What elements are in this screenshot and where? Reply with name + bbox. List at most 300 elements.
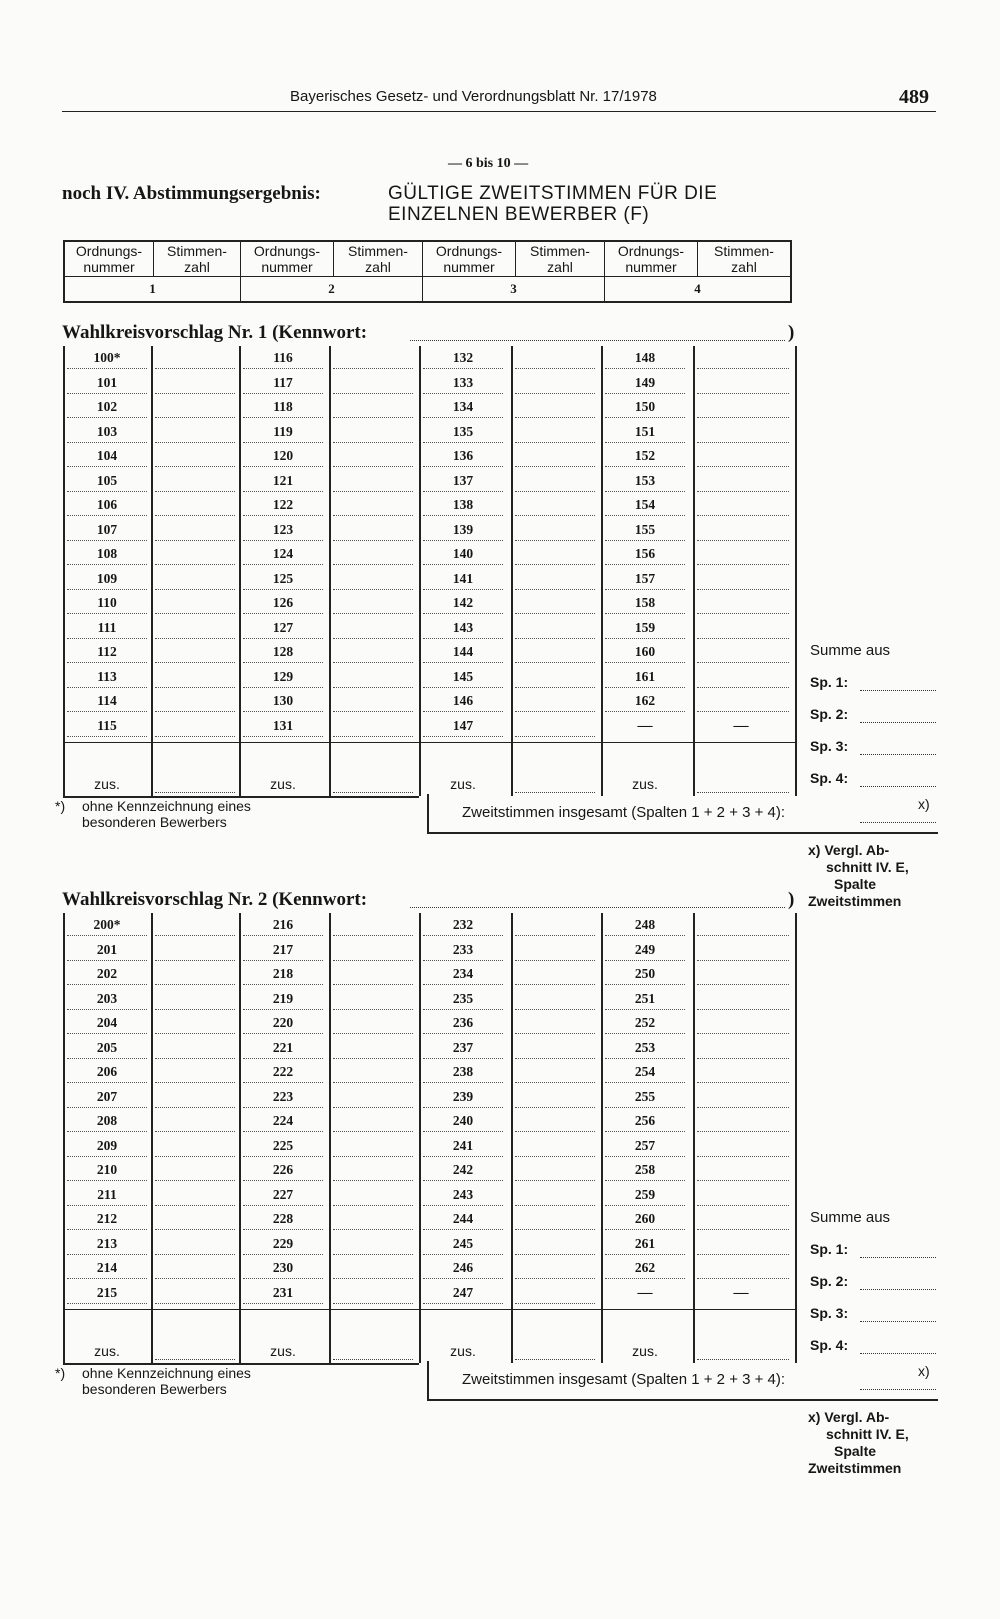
ordnungsnummer-cell: 145 — [423, 667, 503, 688]
stimmenzahl-field[interactable] — [155, 667, 235, 688]
stimmenzahl-field[interactable] — [333, 495, 413, 516]
stimmenzahl-field[interactable] — [515, 915, 595, 936]
stimmenzahl-field[interactable] — [515, 940, 595, 961]
zus-separator — [63, 1309, 797, 1310]
total-label: Zweitstimmen insgesamt (Spalten 1 + 2 + 3 + 4): — [462, 1371, 786, 1388]
stimmenzahl-field[interactable] — [515, 1111, 595, 1132]
ordnungsnummer-cell: 121 — [243, 471, 323, 492]
vote-row — [63, 940, 797, 965]
stimmenzahl-field[interactable] — [515, 593, 595, 614]
stimmenzahl-field[interactable] — [333, 691, 413, 712]
stimmenzahl-field[interactable] — [697, 593, 789, 614]
ordnungsnummer-cell: 257 — [605, 1136, 685, 1157]
stimmenzahl-field[interactable] — [333, 964, 413, 985]
vote-row — [63, 915, 797, 940]
stimmenzahl-field[interactable] — [155, 495, 235, 516]
ordnungsnummer-cell: 239 — [423, 1087, 503, 1108]
stimmenzahl-field[interactable] — [697, 1160, 789, 1181]
stimmenzahl-field[interactable] — [697, 1185, 789, 1206]
stimmenzahl-field[interactable] — [515, 520, 595, 541]
ordnungsnummer-cell: 246 — [423, 1258, 503, 1279]
stimmenzahl-field[interactable] — [155, 397, 235, 418]
ordnungsnummer-cell: 240 — [423, 1111, 503, 1132]
stimmenzahl-field[interactable] — [333, 642, 413, 663]
stimmenzahl-field[interactable] — [155, 471, 235, 492]
vote-row — [63, 569, 797, 594]
stimmenzahl-field[interactable] — [333, 471, 413, 492]
ordnungsnummer-cell: 106 — [67, 495, 147, 516]
stimmenzahl-field[interactable] — [333, 1160, 413, 1181]
reference-note: x) Vergl. Ab- schnitt IV. E, Spalte Zweitstimmen — [808, 842, 909, 909]
stimmenzahl-field[interactable] — [155, 1087, 235, 1108]
stimmenzahl-field[interactable] — [515, 989, 595, 1010]
stimmenzahl-field[interactable] — [333, 940, 413, 961]
stimmenzahl-field[interactable] — [155, 1136, 235, 1157]
column-number-2: 2 — [241, 277, 423, 303]
ordnungsnummer-cell: 230 — [243, 1258, 323, 1279]
ordnungsnummer-header-4: Ordnungs- nummer — [605, 241, 698, 277]
stimmenzahl-field[interactable] — [155, 691, 235, 712]
ordnungsnummer-cell: 126 — [243, 593, 323, 614]
stimmenzahl-field[interactable] — [155, 569, 235, 590]
ordnungsnummer-cell: 210 — [67, 1160, 147, 1181]
sp2-field[interactable] — [860, 1277, 936, 1290]
footnote-text: ohne Kennzeichnung eines besonderen Bewerbers — [82, 1365, 251, 1397]
stimmenzahl-field[interactable] — [697, 397, 789, 418]
stimmenzahl-field[interactable] — [515, 1283, 595, 1304]
stimmenzahl-field[interactable] — [697, 1013, 789, 1034]
stimmenzahl-field[interactable] — [697, 422, 789, 443]
stimmenzahl-field[interactable] — [697, 940, 789, 961]
stimmenzahl-field[interactable] — [155, 1234, 235, 1255]
sp4-field[interactable] — [860, 774, 936, 787]
stimmenzahl-field[interactable] — [697, 989, 789, 1010]
ordnungsnummer-cell: 117 — [243, 373, 323, 394]
column-label-row — [64, 241, 791, 277]
zus-label: zus. — [450, 776, 476, 792]
stimmenzahl-field[interactable] — [333, 1234, 413, 1255]
total-footnote-mark: x) — [918, 796, 930, 812]
stimmenzahl-field[interactable] — [155, 1013, 235, 1034]
vote-row — [63, 471, 797, 496]
ordnungsnummer-cell: 128 — [243, 642, 323, 663]
ordnungsnummer-cell: 119 — [243, 422, 323, 443]
stimmenzahl-field[interactable] — [333, 397, 413, 418]
ordnungsnummer-cell: 108 — [67, 544, 147, 565]
stimmenzahl-field[interactable] — [155, 1062, 235, 1083]
stimmenzahl-field[interactable] — [515, 1185, 595, 1206]
ordnungsnummer-cell: 236 — [423, 1013, 503, 1034]
ordnungsnummer-cell: 205 — [67, 1038, 147, 1059]
ordnungsnummer-cell: 204 — [67, 1013, 147, 1034]
ordnungsnummer-cell: 158 — [605, 593, 685, 614]
vote-row — [63, 642, 797, 667]
vote-row — [63, 964, 797, 989]
sp4-field[interactable] — [860, 1341, 936, 1354]
stimmenzahl-field[interactable] — [155, 716, 235, 737]
stimmenzahl-field[interactable] — [697, 1062, 789, 1083]
stimmenzahl-field[interactable] — [333, 989, 413, 1010]
zus-label: zus. — [270, 776, 296, 792]
ordnungsnummer-cell: 248 — [605, 915, 685, 936]
running-header: Bayerisches Gesetz- und Verordnungsblatt Nr. 17/1978 — [290, 88, 657, 105]
zus-field[interactable] — [515, 778, 595, 793]
footnote-star: *) — [55, 798, 66, 814]
ordnungsnummer-cell: 133 — [423, 373, 503, 394]
stimmenzahl-field[interactable] — [515, 1258, 595, 1279]
summe-label: Summe aus — [810, 1209, 891, 1226]
zus-label: zus. — [450, 1343, 476, 1359]
stimmenzahl-field[interactable] — [333, 373, 413, 394]
stimmenzahl-field[interactable] — [333, 544, 413, 565]
ordnungsnummer-header-3: Ordnungs- nummer — [423, 241, 516, 277]
ordnungsnummer-cell: 247 — [423, 1283, 503, 1304]
vote-row — [63, 1209, 797, 1234]
sp3-field[interactable] — [860, 742, 936, 755]
stimmenzahl-field[interactable] — [515, 1087, 595, 1108]
stimmenzahl-field[interactable] — [333, 1062, 413, 1083]
stimmenzahl-field[interactable] — [333, 1013, 413, 1034]
ordnungsnummer-cell: 222 — [243, 1062, 323, 1083]
stimmenzahl-field[interactable] — [697, 446, 789, 467]
stimmenzahl-field[interactable] — [333, 618, 413, 639]
stimmenzahl-field[interactable] — [697, 667, 789, 688]
ordnungsnummer-cell: 252 — [605, 1013, 685, 1034]
stimmenzahl-field[interactable] — [155, 1111, 235, 1132]
stimmenzahl-field[interactable] — [515, 1062, 595, 1083]
stimmenzahl-field[interactable] — [515, 642, 595, 663]
ordnungsnummer-cell: 129 — [243, 667, 323, 688]
stimmenzahl-field[interactable] — [515, 667, 595, 688]
vote-row — [63, 691, 797, 716]
stimmenzahl-field[interactable] — [155, 940, 235, 961]
stimmenzahl-field[interactable] — [333, 1283, 413, 1304]
stimmenzahl-field[interactable] — [697, 1111, 789, 1132]
ordnungsnummer-cell: 134 — [423, 397, 503, 418]
stimmenzahl-field[interactable] — [515, 471, 595, 492]
ordnungsnummer-cell: 212 — [67, 1209, 147, 1230]
sp1-field[interactable] — [860, 678, 936, 691]
ordnungsnummer-cell: 139 — [423, 520, 503, 541]
ordnungsnummer-cell: 143 — [423, 618, 503, 639]
kennwort-field[interactable] — [410, 893, 785, 908]
ordnungsnummer-cell: 104 — [67, 446, 147, 467]
footnote-star: *) — [55, 1365, 66, 1381]
ordnungsnummer-cell: 141 — [423, 569, 503, 590]
proposal-title-close: ) — [788, 889, 795, 910]
ordnungsnummer-cell: 233 — [423, 940, 503, 961]
vote-row — [63, 348, 797, 373]
stimmenzahl-field[interactable] — [155, 915, 235, 936]
ordnungsnummer-cell: 148 — [605, 348, 685, 369]
ordnungsnummer-cell: 209 — [67, 1136, 147, 1157]
zus-field[interactable] — [697, 1345, 789, 1360]
sp2-label: Sp. 2: — [810, 1273, 849, 1289]
column-number-1: 1 — [64, 277, 241, 303]
proposal-title-close: ) — [788, 322, 795, 343]
stimmenzahl-field[interactable] — [333, 348, 413, 369]
ordnungsnummer-cell: 140 — [423, 544, 503, 565]
sp3-field[interactable] — [860, 1309, 936, 1322]
zus-label: zus. — [632, 1343, 658, 1359]
ordnungsnummer-cell: 113 — [67, 667, 147, 688]
ordnungsnummer-cell: 147 — [423, 716, 503, 737]
stimmenzahl-field[interactable] — [333, 520, 413, 541]
vote-row — [63, 1062, 797, 1087]
ordnungsnummer-cell: 105 — [67, 471, 147, 492]
vote-row — [63, 667, 797, 692]
ordnungsnummer-cell: 225 — [243, 1136, 323, 1157]
stimmenzahl-field[interactable] — [697, 569, 789, 590]
ordnungsnummer-cell: 231 — [243, 1283, 323, 1304]
stimmenzahl-field[interactable] — [697, 1136, 789, 1157]
stimmenzahl-field[interactable] — [155, 964, 235, 985]
ordnungsnummer-cell: 203 — [67, 989, 147, 1010]
ordnungsnummer-cell: 206 — [67, 1062, 147, 1083]
stimmenzahl-field[interactable] — [697, 1234, 789, 1255]
stimmenzahl-field[interactable] — [155, 520, 235, 541]
stimmenzahl-field[interactable] — [333, 569, 413, 590]
ordnungsnummer-cell: 234 — [423, 964, 503, 985]
stimmenzahl-field[interactable] — [333, 1209, 413, 1230]
stimmenzahl-field[interactable] — [697, 691, 789, 712]
total-label: Zweitstimmen insgesamt (Spalten 1 + 2 + 3 + 4): — [462, 804, 786, 821]
vote-row — [63, 1160, 797, 1185]
zus-field[interactable] — [515, 1345, 595, 1360]
stimmenzahl-field[interactable] — [697, 373, 789, 394]
ordnungsnummer-cell: 154 — [605, 495, 685, 516]
stimmenzahl-field[interactable] — [333, 1111, 413, 1132]
stimmenzahl-field[interactable] — [515, 691, 595, 712]
stimmenzahl-field[interactable] — [155, 642, 235, 663]
ordnungsnummer-cell: 124 — [243, 544, 323, 565]
stimmenzahl-field[interactable] — [515, 1136, 595, 1157]
stimmenzahl-field[interactable] — [697, 1258, 789, 1279]
ordnungsnummer-cell: 256 — [605, 1111, 685, 1132]
ordnungsnummer-cell: 261 — [605, 1234, 685, 1255]
sp2-field[interactable] — [860, 710, 936, 723]
stimmenzahl-field[interactable] — [697, 964, 789, 985]
ordnungsnummer-cell: 136 — [423, 446, 503, 467]
stimmenzahl-header-2: Stimmen- zahl — [334, 241, 423, 277]
stimmenzahl-header-4: Stimmen- zahl — [698, 241, 792, 277]
ordnungsnummer-cell: 255 — [605, 1087, 685, 1108]
zus-field[interactable] — [333, 1345, 413, 1360]
ordnungsnummer-cell: 157 — [605, 569, 685, 590]
ordnungsnummer-cell: 260 — [605, 1209, 685, 1230]
stimmenzahl-field[interactable] — [515, 618, 595, 639]
ordnungsnummer-cell: 162 — [605, 691, 685, 712]
vote-row — [63, 593, 797, 618]
ordnungsnummer-cell: 262 — [605, 1258, 685, 1279]
proposal-title: Wahlkreisvorschlag Nr. 1 (Kennwort: — [62, 322, 368, 343]
ordnungsnummer-cell: 138 — [423, 495, 503, 516]
stimmenzahl-field[interactable] — [515, 716, 595, 737]
ordnungsnummer-cell: 250 — [605, 964, 685, 985]
stimmenzahl-dash: — — [733, 1284, 749, 1301]
zus-label: zus. — [270, 1343, 296, 1359]
ordnungsnummer-cell: 111 — [67, 618, 147, 639]
stimmenzahl-field[interactable] — [515, 373, 595, 394]
section-range: — 6 bis 10 — — [448, 156, 529, 171]
ordnungsnummer-cell: 112 — [67, 642, 147, 663]
ordnungsnummer-cell: 130 — [243, 691, 323, 712]
stimmenzahl-field[interactable] — [155, 1185, 235, 1206]
stimmenzahl-header-3: Stimmen- zahl — [516, 241, 605, 277]
stimmenzahl-field[interactable] — [515, 397, 595, 418]
sp3-label: Sp. 3: — [810, 1305, 849, 1321]
ordnungsnummer-cell: 207 — [67, 1087, 147, 1108]
ordnungsnummer-cell: 137 — [423, 471, 503, 492]
ordnungsnummer-cell: 135 — [423, 422, 503, 443]
stimmenzahl-field[interactable] — [697, 471, 789, 492]
stimmenzahl-field[interactable] — [333, 667, 413, 688]
stimmenzahl-field[interactable] — [333, 1136, 413, 1157]
stimmenzahl-field[interactable] — [333, 1258, 413, 1279]
column-header-table — [63, 240, 792, 303]
stimmenzahl-field[interactable] — [515, 964, 595, 985]
stimmenzahl-field[interactable] — [155, 1258, 235, 1279]
stimmenzahl-field[interactable] — [155, 1160, 235, 1181]
ordnungsnummer-cell: 223 — [243, 1087, 323, 1108]
ordnungsnummer-cell: 156 — [605, 544, 685, 565]
vote-row — [63, 520, 797, 545]
zus-label: zus. — [94, 776, 120, 792]
stimmenzahl-field[interactable] — [697, 495, 789, 516]
stimmenzahl-field[interactable] — [333, 1087, 413, 1108]
stimmenzahl-field[interactable] — [697, 348, 789, 369]
ordnungsnummer-cell: 151 — [605, 422, 685, 443]
stimmenzahl-field[interactable] — [155, 373, 235, 394]
ordnungsnummer-cell: 232 — [423, 915, 503, 936]
ordnungsnummer-cell: 125 — [243, 569, 323, 590]
vote-row — [63, 1258, 797, 1283]
sp1-field[interactable] — [860, 1245, 936, 1258]
ordnungsnummer-header-1: Ordnungs- nummer — [64, 241, 154, 277]
column-number-3: 3 — [423, 277, 605, 303]
ordnungsnummer-cell: 115 — [67, 716, 147, 737]
stimmenzahl-field[interactable] — [333, 1185, 413, 1206]
vote-row — [63, 446, 797, 471]
proposal-title: Wahlkreisvorschlag Nr. 2 (Kennwort: — [62, 889, 368, 910]
ordnungsnummer-cell: 235 — [423, 989, 503, 1010]
stimmenzahl-field[interactable] — [697, 642, 789, 663]
stimmenzahl-field[interactable] — [515, 422, 595, 443]
ordnungsnummer-cell: 218 — [243, 964, 323, 985]
ordnungsnummer-cell: 249 — [605, 940, 685, 961]
stimmenzahl-field[interactable] — [515, 495, 595, 516]
ordnungsnummer-cell: 244 — [423, 1209, 503, 1230]
ordnungsnummer-cell: 103 — [67, 422, 147, 443]
stimmenzahl-field[interactable] — [515, 1160, 595, 1181]
stimmenzahl-field[interactable] — [697, 618, 789, 639]
ordnungsnummer-cell: 116 — [243, 348, 323, 369]
stimmenzahl-field[interactable] — [515, 348, 595, 369]
stimmenzahl-dash: — — [733, 717, 749, 734]
zus-field[interactable] — [697, 778, 789, 793]
kennwort-field[interactable] — [410, 326, 785, 341]
ordnungsnummer-cell: 229 — [243, 1234, 323, 1255]
ordnungsnummer-cell: 216 — [243, 915, 323, 936]
stimmenzahl-field[interactable] — [697, 1209, 789, 1230]
zus-field[interactable] — [155, 778, 235, 793]
stimmenzahl-field[interactable] — [515, 446, 595, 467]
stimmenzahl-field[interactable] — [155, 544, 235, 565]
stimmenzahl-field[interactable] — [333, 716, 413, 737]
ordnungsnummer-cell: 219 — [243, 989, 323, 1010]
stimmenzahl-header-1: Stimmen- zahl — [154, 241, 241, 277]
stimmenzahl-field[interactable] — [515, 1234, 595, 1255]
ordnungsnummer-cell: 221 — [243, 1038, 323, 1059]
ordnungsnummer-cell: — — [637, 1284, 653, 1301]
ordnungsnummer-cell: 242 — [423, 1160, 503, 1181]
stimmenzahl-field[interactable] — [333, 1038, 413, 1059]
stimmenzahl-field[interactable] — [155, 1209, 235, 1230]
stimmenzahl-field[interactable] — [697, 1087, 789, 1108]
stimmenzahl-field[interactable] — [155, 446, 235, 467]
ordnungsnummer-cell: 120 — [243, 446, 323, 467]
ordnungsnummer-cell: 114 — [67, 691, 147, 712]
stimmenzahl-field[interactable] — [333, 422, 413, 443]
ordnungsnummer-cell: 251 — [605, 989, 685, 1010]
stimmenzahl-field[interactable] — [515, 1013, 595, 1034]
sp3-label: Sp. 3: — [810, 738, 849, 754]
stimmenzahl-field[interactable] — [515, 1038, 595, 1059]
ordnungsnummer-cell: 101 — [67, 373, 147, 394]
stimmenzahl-field[interactable] — [697, 1038, 789, 1059]
stimmenzahl-field[interactable] — [697, 544, 789, 565]
stimmenzahl-field[interactable] — [333, 446, 413, 467]
vote-row — [63, 1283, 797, 1308]
ordnungsnummer-cell: 107 — [67, 520, 147, 541]
ordnungsnummer-cell: — — [637, 717, 653, 734]
stimmenzahl-field[interactable] — [155, 989, 235, 1010]
stimmenzahl-field[interactable] — [333, 915, 413, 936]
ordnungsnummer-cell: 238 — [423, 1062, 503, 1083]
stimmenzahl-field[interactable] — [155, 422, 235, 443]
stimmenzahl-field[interactable] — [155, 593, 235, 614]
stimmenzahl-field[interactable] — [155, 1038, 235, 1059]
sp4-label: Sp. 4: — [810, 1337, 849, 1353]
header-rule — [62, 111, 936, 112]
stimmenzahl-field[interactable] — [333, 593, 413, 614]
ordnungsnummer-cell: 132 — [423, 348, 503, 369]
ordnungsnummer-cell: 118 — [243, 397, 323, 418]
ordnungsnummer-cell: 215 — [67, 1283, 147, 1304]
vote-row — [63, 1185, 797, 1210]
ordnungsnummer-cell: 200* — [67, 915, 147, 936]
stimmenzahl-field[interactable] — [155, 1283, 235, 1304]
ordnungsnummer-cell: 224 — [243, 1111, 323, 1132]
ordnungsnummer-cell: 122 — [243, 495, 323, 516]
vote-grid — [63, 346, 797, 792]
stimmenzahl-field[interactable] — [515, 544, 595, 565]
footnote-text: ohne Kennzeichnung eines besonderen Bewerbers — [82, 798, 251, 830]
ordnungsnummer-cell: 258 — [605, 1160, 685, 1181]
ordnungsnummer-cell: 131 — [243, 716, 323, 737]
stimmenzahl-field[interactable] — [155, 618, 235, 639]
stimmenzahl-field[interactable] — [697, 915, 789, 936]
stimmenzahl-field[interactable] — [697, 520, 789, 541]
stimmenzahl-field[interactable] — [515, 1209, 595, 1230]
ordnungsnummer-cell: 254 — [605, 1062, 685, 1083]
vote-row — [63, 1087, 797, 1112]
stimmenzahl-field[interactable] — [515, 569, 595, 590]
vote-row — [63, 495, 797, 520]
zus-field[interactable] — [155, 1345, 235, 1360]
stimmenzahl-field[interactable] — [155, 348, 235, 369]
zus-field[interactable] — [333, 778, 413, 793]
